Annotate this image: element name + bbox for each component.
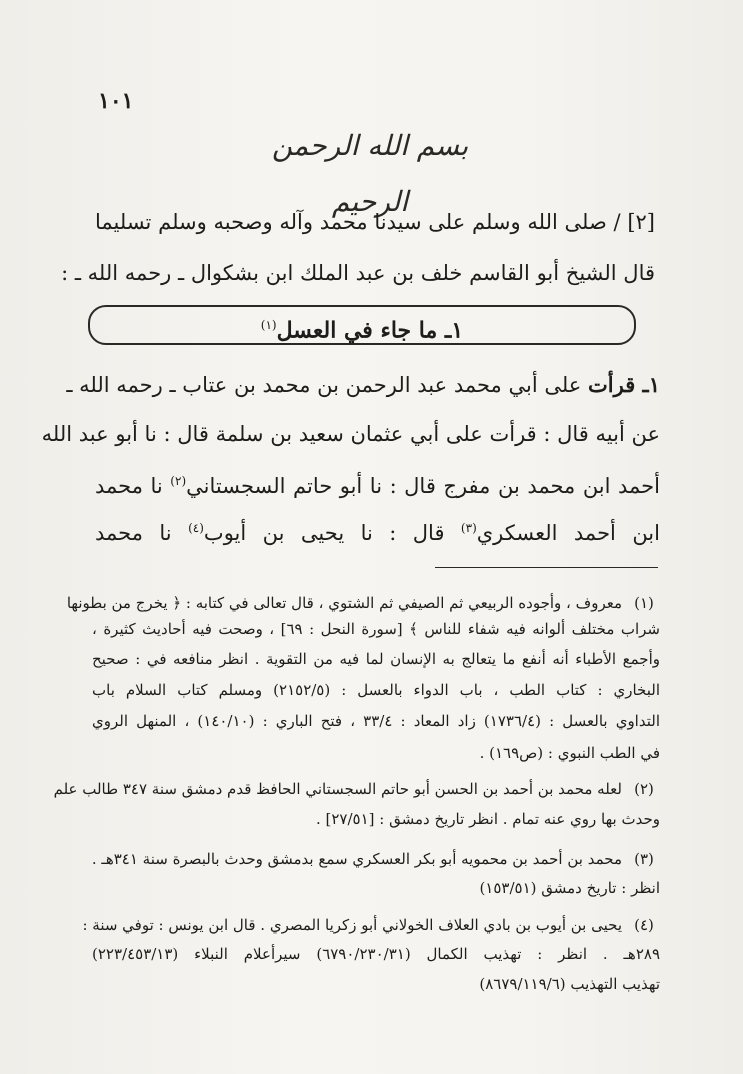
hadith-line-4-b: قال : نا يحيى بن أيوب [203,521,445,545]
footnote-line: وأجمع الأطباء أنه أنفع ما يتعالج به الإنسان لما فيه من التقوية . انظر منافعه في : صحيح [92,650,660,668]
footnote-line: يحيى بن أيوب بن بادي العلاف الخولاني أبو زكريا المصري . قال ابن يونس : توفي سنة : [82,916,622,934]
footnote-line: البخاري : كتاب الطب ، باب الدواء بالعسل : (٢١٥٢/٥) ومسلم كتاب السلام باب [92,681,660,699]
basmala-calligraphy: بسم الله الرحمن الرحيم [271,129,469,218]
footnote-line: تهذيب التهذيب (٨٦٧٩/١١٩/٦) [479,975,660,993]
footnote-line: التداوي بالعسل : (١٧٣٦/٤) زاد المعاد : ٣٣/٤ ، فتح الباري : (١٤٠/١٠) ، المنهل الروي [92,712,660,730]
page-number: ١٠١ [98,88,134,114]
footnote-marker-3: (٣) [460,521,477,535]
hadith-line-3 [95,464,660,503]
intro-line-2: قال الشيخ أبو القاسم خلف بن عبد الملك ابن بشكوال ـ رحمه الله ـ : [61,261,655,285]
hadith-lead: ١ـ قرأت [588,372,660,397]
hadith-line-1 [66,368,660,402]
chapter-title: ١ـ ما جاء في العسل [276,317,464,344]
footnote-line: محمد بن أحمد بن محمويه أبو بكر العسكري سمع بدمشق وحدث بالبصرة سنة ٣٤١هـ . [91,850,622,868]
chapter-footnote-marker: (١) [260,318,277,332]
footnote-line: معروف ، وأجوده الربيعي ثم الصيفي ثم الشتوي ، قال تعالى في كتابه : ﴿ يخرج من بطونها [66,594,622,612]
footnote-line: شراب مختلف ألوانه فيه شفاء للناس ﴾ [سورة النحل : ٦٩] ، وصحت فيه أحاديث كثيرة ، [92,620,660,638]
intro-line-1: [٢] / صلى الله وسلم على سيدنا محمد وآله وصحبه وسلم تسليما [95,210,655,234]
footnote-number: (١) [634,594,654,612]
footnote-number: (٤) [634,916,654,934]
footnote-line: ٢٨٩هـ . انظر : تهذيب الكمال (٦٧٩٠/٢٣٠/٣١) سيرأعلام النبلاء (٢٢٣/٤٥٣/١٣) [92,945,660,963]
footnote-number: (٣) [634,850,654,868]
footnote-line: في الطب النبوي : (ص١٦٩) . [479,744,660,762]
footnote-line: لعله محمد بن أحمد بن الحسن أبو حاتم السجستاني الحافظ قدم دمشق سنة ٣٤٧ طالب علم [53,780,622,798]
hadith-line-3-a: أحمد ابن محمد بن مفرج قال : نا أبو حاتم السجستاني [186,474,660,498]
chapter-heading-box [88,305,636,345]
footnote-number: (٢) [634,780,654,798]
hadith-line-2: عن أبيه قال : قرأت على أبي عثمان سعيد بن سلمة قال : نا أبو عبد الله [41,422,660,446]
footnote-line: انظر : تاريخ دمشق (١٥٣/٥١) [479,879,660,897]
hadith-line-4 [95,511,660,550]
footnote-separator [435,567,658,568]
hadith-line-4-a: ابن أحمد العسكري [476,521,660,545]
hadith-line-4-c: نا محمد [95,521,172,545]
footnote-line: وحدث بها روي عنه تمام . انظر تاريخ دمشق : [٢٧/٥١] . [315,810,660,828]
hadith-line-1-text: على أبي محمد عبد الرحمن بن محمد بن عتاب ـ رحمه الله ـ [66,373,582,397]
footnote-marker-2: (٢) [170,474,187,488]
footnote-marker-4: (٤) [188,521,204,535]
hadith-line-3-b: نا محمد [95,474,163,498]
